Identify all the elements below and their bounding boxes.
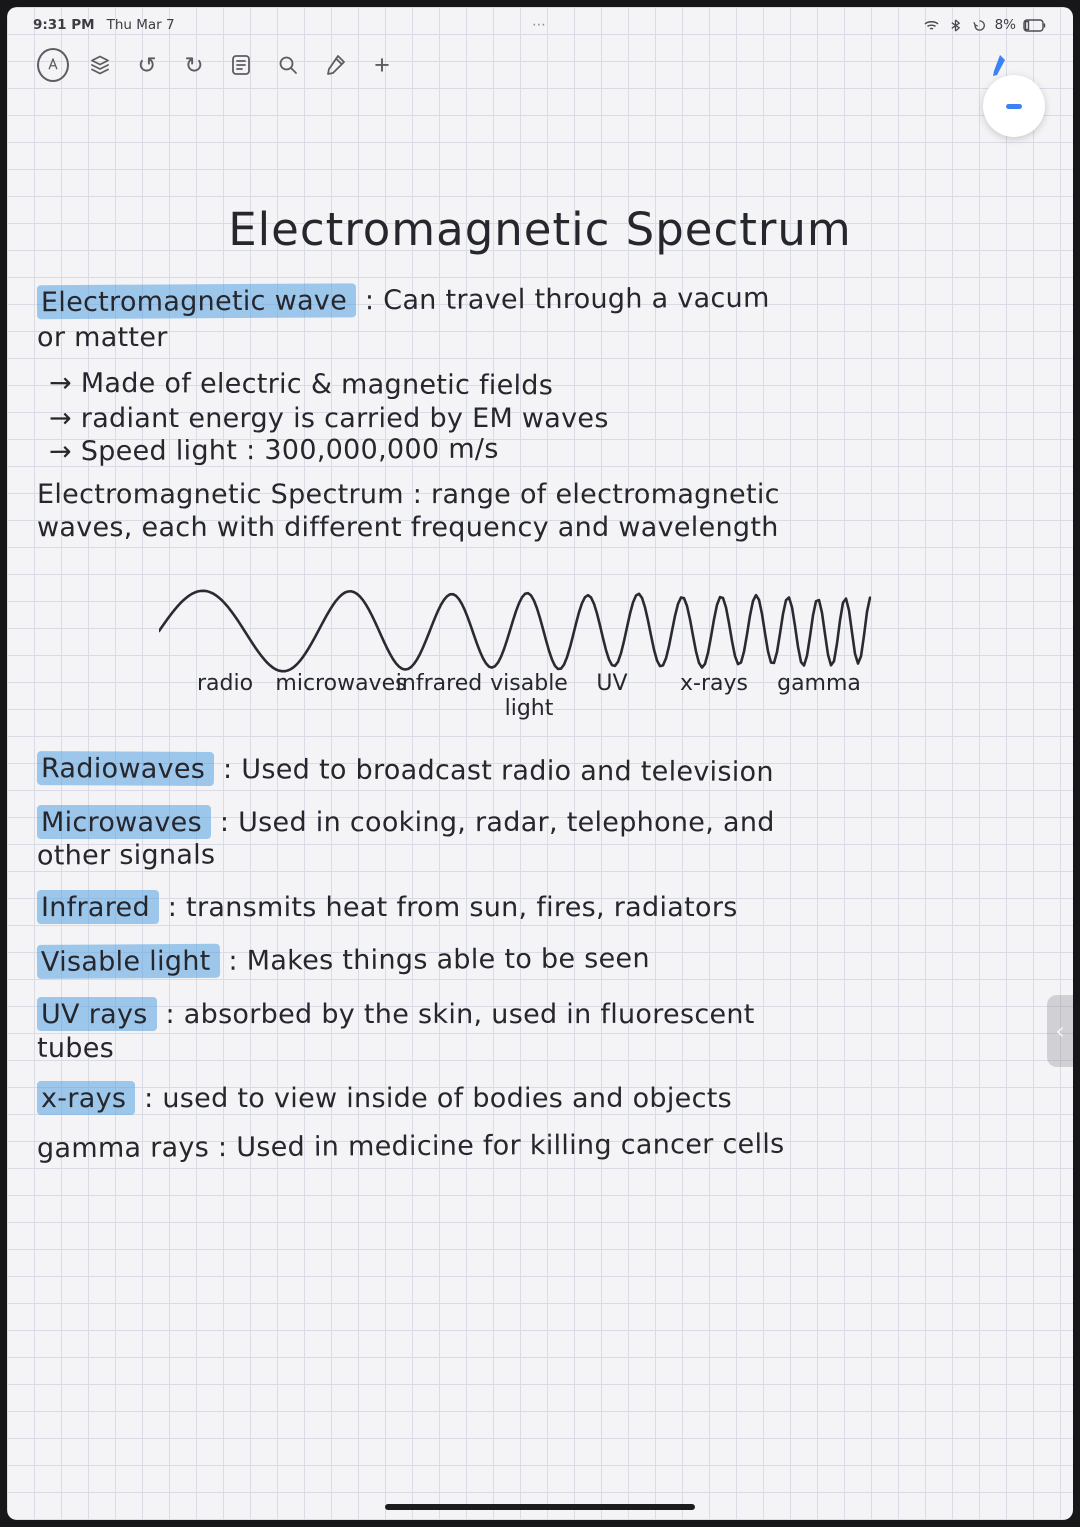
entry-microwaves (37, 807, 775, 838)
battery-icon (1023, 19, 1047, 32)
entry-text: : Used in medicine for killing cancer cells (217, 1128, 785, 1164)
orientation-lock-icon (971, 19, 988, 32)
pen-nib-logo-icon (37, 48, 69, 82)
add-page-button[interactable] (366, 49, 398, 81)
wave-label-radio: radio (196, 671, 254, 696)
status-bar (7, 13, 1073, 37)
layers-icon (88, 53, 112, 77)
home-indicator[interactable] (385, 1504, 695, 1510)
pen-tool-button[interactable] (319, 49, 351, 81)
search-icon (276, 53, 300, 77)
layers-button[interactable] (84, 49, 116, 81)
highlighted-term: Electromagnetic wave (37, 283, 356, 319)
bullet-electric-magnetic: → Made of electric & magnetic fields (48, 367, 554, 402)
entry-gamma-rays (37, 1129, 785, 1165)
entry-text: : transmits heat from sun, fires, radiators (167, 892, 738, 923)
definition-em-wave-cont: or matter (37, 322, 168, 353)
entry-text: : Used in cooking, radar, telephone, and (219, 807, 775, 838)
bluetooth-icon (947, 19, 964, 32)
entry-uv-rays (37, 999, 755, 1030)
definition-em-wave (37, 283, 770, 318)
highlighted-term: UV rays (37, 997, 157, 1031)
bullet-speed-light: → Speed light : 300,000,000 m/s (48, 433, 499, 468)
wave-label-x-rays: x-rays (680, 671, 748, 696)
highlighted-term: Microwaves (37, 805, 211, 839)
undo-button[interactable] (131, 49, 163, 81)
page-options-button[interactable] (225, 49, 257, 81)
multitasking-indicator[interactable]: ⋯ (532, 17, 548, 33)
highlighted-term: x-rays (37, 1081, 135, 1115)
entry-x-rays (37, 1083, 732, 1114)
note-app-screen (7, 7, 1073, 1520)
pen-bubble[interactable] (983, 75, 1045, 137)
page-list-icon (229, 53, 253, 77)
highlighted-term: Infrared (37, 890, 159, 924)
entry-infrared (37, 892, 738, 923)
entry-visable-light (37, 943, 650, 978)
note-title: Electromagnetic Spectrum (228, 203, 852, 256)
definition-em-spectrum-1: Electromagnetic Spectrum : range of electromagnetic (37, 479, 780, 510)
clock-time: 9:31 PM (33, 17, 95, 33)
search-button[interactable] (272, 49, 304, 81)
status-date: Thu Mar 7 (106, 17, 175, 33)
app-logo-button[interactable] (37, 49, 69, 81)
battery-percent: 8% (994, 17, 1016, 33)
toolbar (37, 49, 398, 81)
entry-text: : Makes things able to be seen (228, 943, 650, 977)
redo-button[interactable] (178, 49, 210, 81)
entry-text: : absorbed by the skin, used in fluorescent (165, 999, 755, 1030)
entry-term: gamma rays (36, 1132, 210, 1165)
entry-uv-rays-cont: tubes (36, 1032, 115, 1065)
wave-label-uv: UV (596, 671, 628, 696)
wave-label-infrared: infrared (395, 671, 483, 696)
wave-labels (159, 671, 871, 741)
pen-stroke-preview (1006, 104, 1022, 109)
entry-microwaves-cont: other signals (36, 839, 216, 872)
highlighted-term: Radiowaves (37, 751, 214, 786)
highlighted-term: Visable light (37, 944, 220, 979)
undo-icon: ↺ (137, 51, 157, 78)
pen-icon (323, 53, 347, 77)
wifi-icon (923, 19, 940, 32)
entry-radiowaves (37, 753, 774, 788)
redo-icon: ↻ (184, 51, 204, 78)
plus-icon: + (374, 49, 390, 80)
wave-label-microwaves: microwaves (275, 671, 407, 696)
entry-text: : Used to broadcast radio and television (222, 754, 774, 788)
spectrum-wave-drawing (159, 579, 871, 683)
bullet-radiant-energy: → radiant energy is carried by EM waves (49, 403, 609, 434)
wave-label-gamma: gamma (777, 671, 861, 696)
chevron-left-icon: ‹ (1055, 1017, 1065, 1045)
wave-label-visable-light: visable light (490, 671, 568, 722)
definition-em-spectrum-2: waves, each with different frequency and wavelength (37, 512, 779, 543)
sidebar-handle[interactable] (1047, 995, 1073, 1067)
entry-text: : used to view inside of bodies and objects (144, 1083, 732, 1114)
definition-text: : Can travel through a vacum (364, 282, 770, 317)
